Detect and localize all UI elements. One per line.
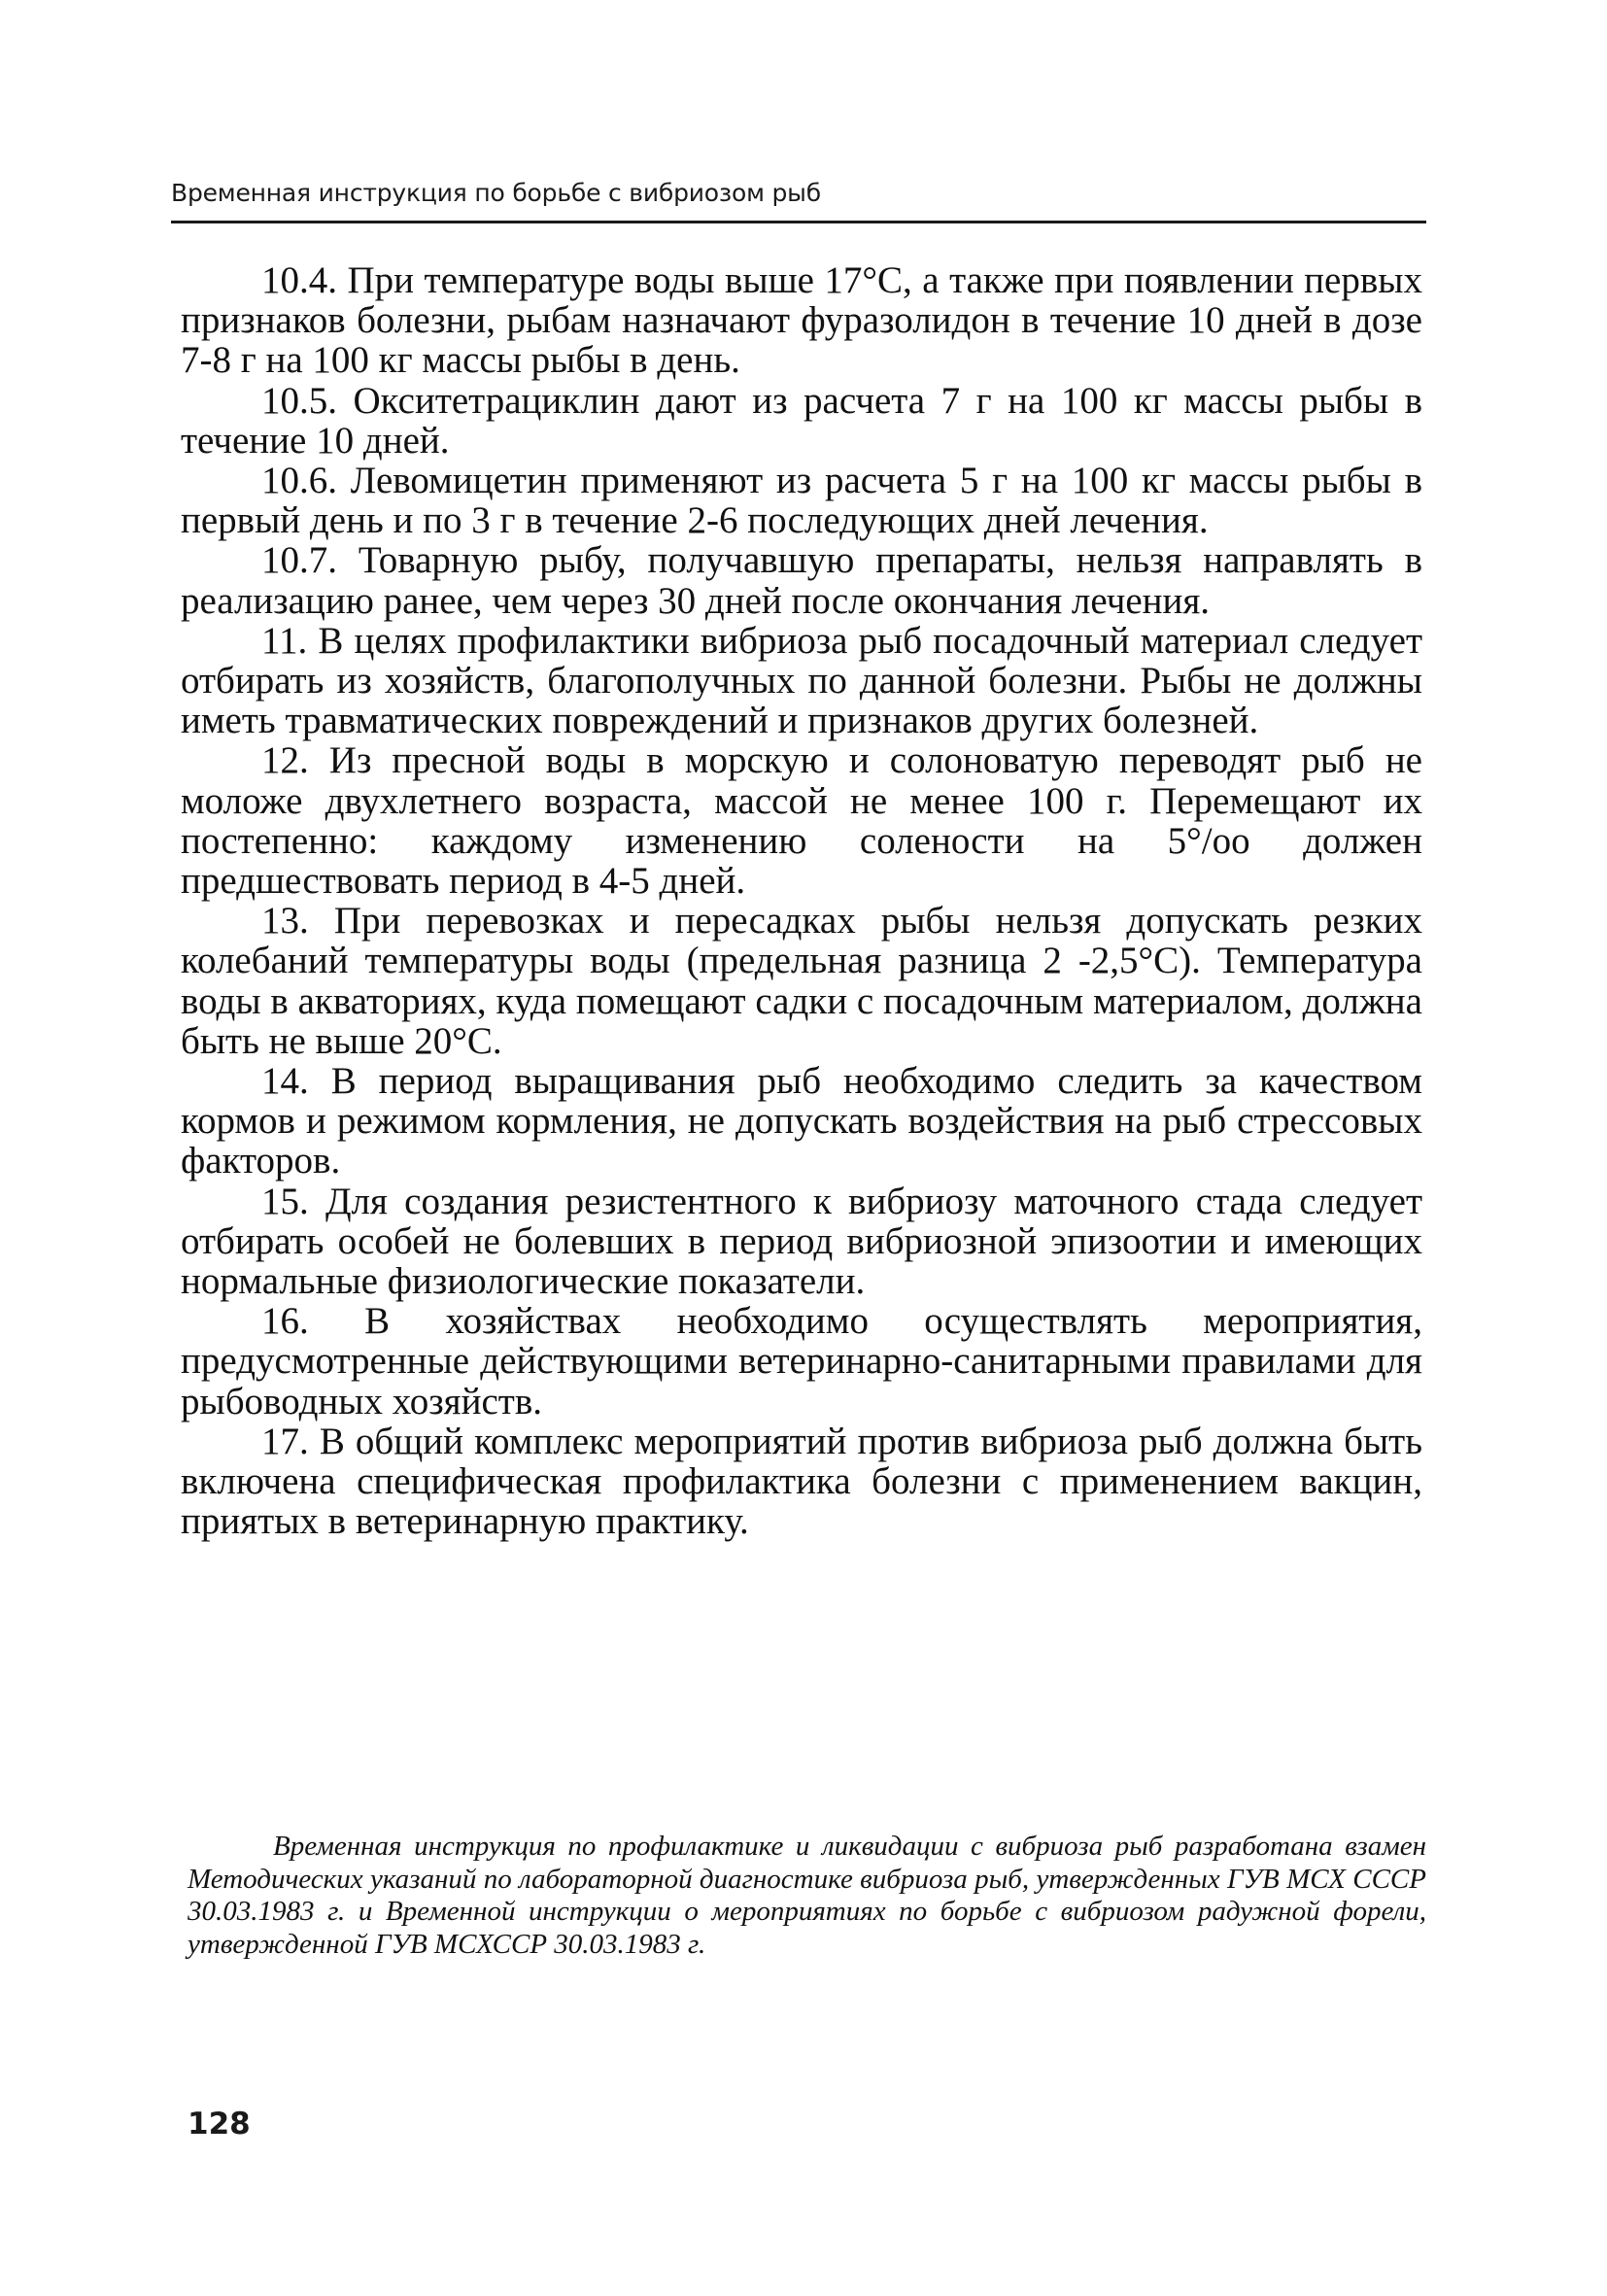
footnote <box>188 1831 1426 1961</box>
paragraph-12: 12. Из пресной воды в морскую и солоноватую переводят рыб не моложе двухлетнего возраста, массой не менее 100 г. Перемещают их постепенно: каждому изменению солености на 5°/оо должен предшествовать период в 4-5 дней. <box>181 739 1422 903</box>
page-number: 128 <box>188 2107 251 2142</box>
header-divider <box>171 221 1426 223</box>
footnote-text: Временная инструкция по профилактике и ликвидации с вибриоза рыб разработана взамен Методических указаний по лабораторной диагностике вибриоза рыб, утвержденных ГУВ МСХ СССР 30.03.1983 г. и Временной инструкции о мероприятиях по борьбе с вибриозом радужной форели, утвержденной ГУВ МСХССР 30.03.1983 г. <box>188 1831 1426 1960</box>
paragraph-15: 15. Для создания резистентного к вибриозу маточного стада следует отбирать особей не болевших в период вибриозной эпизоотии и имеющих нормальные физиологические показатели. <box>181 1180 1422 1303</box>
paragraph-17: 17. В общий комплекс мероприятий против вибриоза рыб должна быть включена специфическая профилактика болезни с применением вакцин, приятых в ветеринарную практику. <box>181 1420 1422 1543</box>
paragraph-16: 16. В хозяйствах необходимо осуществлять мероприятия, предусмотренные действующими ветеринарно-санитарными правилами для рыбоводных хозяйств. <box>181 1300 1422 1422</box>
instruction-body <box>181 260 1422 1542</box>
paragraph-10-5: 10.5. Окситетрациклин дают из расчета 7 г на 100 кг массы рыбы в течение 10 дней. <box>181 379 1422 462</box>
paragraph-14: 14. В период выращивания рыб необходимо следить за качеством кормов и режимом кормления, не допускать воздействия на рыб стрессовых факторов. <box>181 1060 1422 1182</box>
paragraph-13: 13. При перевозках и пересадках рыбы нельзя допускать резких колебаний температуры воды (предельная разница 2 -2,5°С). Температура воды в акваториях, куда помещают садки с посадочным материалом, должна быть не выше 20°С. <box>181 900 1422 1062</box>
paragraph-11: 11. В целях профилактики вибриоза рыб посадочный материал следует отбирать из хозяйств, благополучных по данной болезни. Рыбы не должны иметь травматических повреждений и признаков других болезней. <box>181 619 1422 742</box>
paragraph-10-6: 10.6. Левомицетин применяют из расчета 5 г на 100 кг массы рыбы в первый день и по 3 г в течение 2-6 последующих дней лечения. <box>181 460 1422 542</box>
running-header: Временная инструкция по борьбе с вибриозом рыб <box>171 179 821 207</box>
paragraph-10-4: 10.4. При температуре воды выше 17°С, а также при появлении первых признаков болезни, рыбам назначают фуразолидон в течение 10 дней в дозе 7-8 г на 100 кг массы рыбы в день. <box>181 259 1422 382</box>
paragraph-10-7: 10.7. Товарную рыбу, получавшую препараты, нельзя направлять в реализацию ранее, чем через 30 дней после окончания лечения. <box>181 539 1422 622</box>
